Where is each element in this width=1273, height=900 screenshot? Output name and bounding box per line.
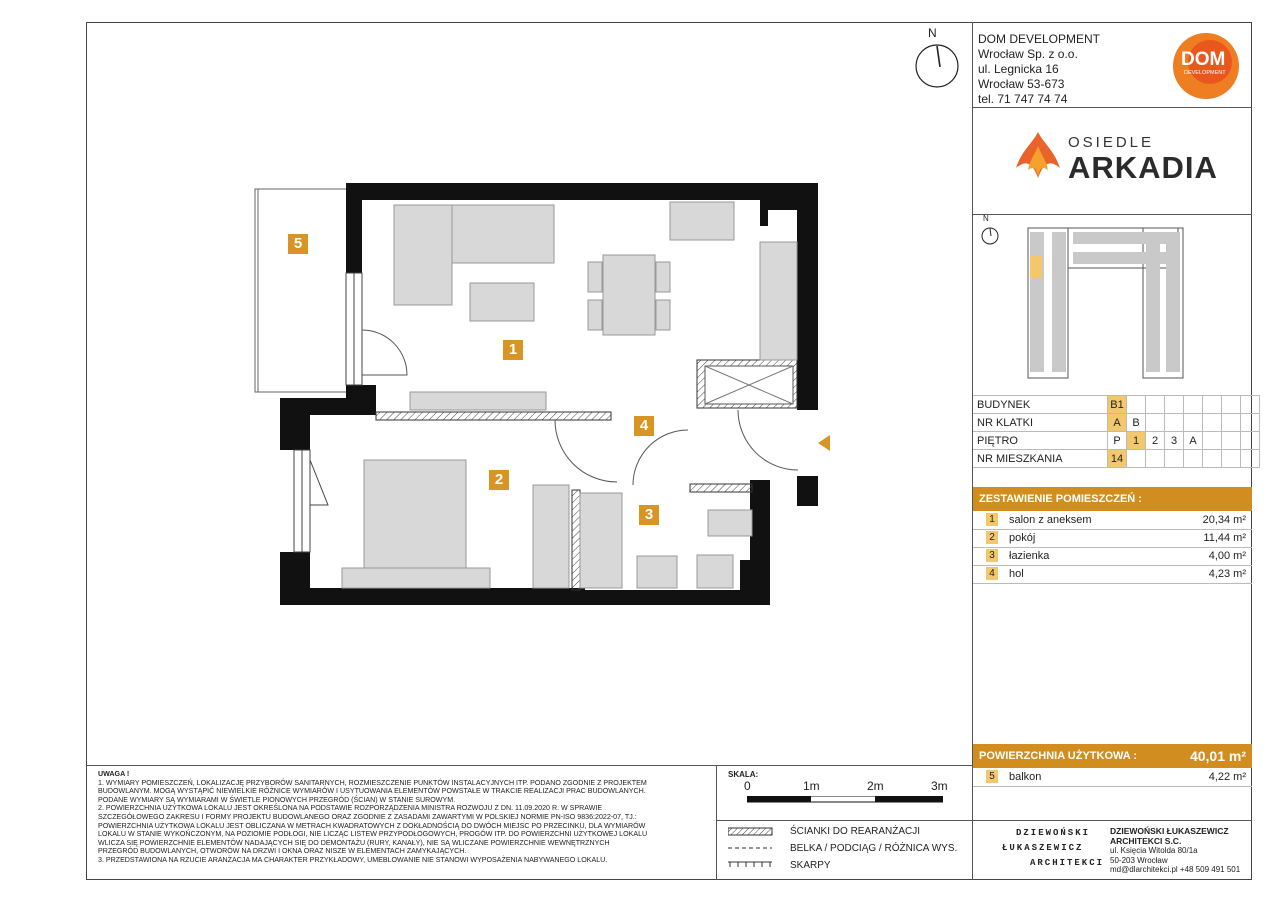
staircase-value: B <box>1127 414 1146 432</box>
staircase-row <box>973 414 1260 432</box>
compass-north-label: N <box>928 26 937 40</box>
legend-item: ŚCIANKI DO REARANŻACJI <box>790 826 921 837</box>
room-num: 3 <box>986 549 998 562</box>
note-line: 2. POWIERZCHNIA UŻYTKOWA LOKALU JEST OKREŚLONA NA PODSTAWIE ROZPORZĄDZENIA MINISTRA ROZWOJU Z DN. 11.09.2020 R. W SPRAWIE <box>98 804 603 813</box>
room-row <box>973 529 1252 548</box>
floor-value: 2 <box>1146 432 1165 450</box>
building-label: BUDYNEK <box>973 396 1108 414</box>
room-num: 1 <box>986 513 998 526</box>
room-name: hol <box>1009 568 1024 580</box>
total-area-label: POWIERZCHNIA UŻYTKOWA : <box>979 750 1138 762</box>
room-tag-2: 2 <box>489 470 509 490</box>
divider <box>972 107 1252 108</box>
company-name: DOM DEVELOPMENT <box>978 32 1101 46</box>
balcony-name: balkon <box>1009 771 1042 783</box>
architect-name: ARCHITEKCI S.C. <box>1110 835 1182 846</box>
legend-item: SKARPY <box>790 860 831 871</box>
arkadia-brand <box>1010 128 1220 188</box>
building-value: B1 <box>1108 396 1127 414</box>
note-line: PODANE WYMIARY SĄ WYMIARAMI W ŚWIETLE PIONOWYCH PRZEGRÓD (ŚCIAN) W STANIE SUROWYM. <box>98 795 456 804</box>
room-tag-3: 3 <box>639 505 659 525</box>
floor-label: PIĘTRO <box>973 432 1108 450</box>
apartment-row <box>973 450 1260 468</box>
scale-bar <box>747 796 943 804</box>
building-row <box>973 396 1260 414</box>
room-tag-1: 1 <box>503 340 523 360</box>
architect-contact: md@dlarchitekci.pl +48 509 491 501 <box>1110 865 1241 874</box>
divider <box>716 820 973 821</box>
scale-tick: 1m <box>803 779 820 793</box>
legend-item: BELKA / PODCIĄG / RÓŻNICA WYS. <box>790 843 958 854</box>
balcony-row <box>973 768 1252 787</box>
apartment-info-table <box>973 395 1260 468</box>
room-tag-4: 4 <box>634 416 654 436</box>
company-phone: tel. 71 747 74 74 <box>978 92 1068 106</box>
balcony-num: 5 <box>986 770 998 783</box>
dom-logo <box>1166 30 1246 102</box>
apartment-value: 14 <box>1108 450 1127 468</box>
divider <box>716 765 717 880</box>
room-name: łazienka <box>1009 550 1050 562</box>
staircase-label: NR KLATKI <box>973 414 1108 432</box>
room-num: 4 <box>986 567 998 580</box>
note-line: 1. WYMIARY POMIESZCZEŃ, LOKALIZACJĘ PRZYBORÓW SANITARNYCH, ROZMIESZCZENIE PUNKTÓW INSTALACYJNYCH ITP. PODANO ZGODNIE Z PROJEKTEM <box>98 778 647 787</box>
notes-title: UWAGA ! <box>98 770 130 778</box>
room-num: 2 <box>986 531 998 544</box>
room-area: 4,23 m² <box>1208 568 1246 580</box>
scale-tick: 0 <box>744 779 751 793</box>
architect-logo <box>1000 826 1105 874</box>
floor-value: P <box>1108 432 1127 450</box>
notes-block <box>98 770 708 865</box>
company-line: Wrocław 53-673 <box>978 77 1065 91</box>
floor-row <box>973 432 1260 450</box>
key-plan-drawing <box>978 214 1250 384</box>
room-row <box>973 565 1252 584</box>
dom-logo-text: DOM <box>1181 49 1226 70</box>
architect-address: 50-203 Wrocław <box>1110 855 1168 865</box>
room-row <box>973 547 1252 566</box>
note-line: LOKALU W STANIE WYKOŃCZONYM, NA POZIOMIE PODŁOGI, NIE LICZĄC LISTEW PRZYPODŁOGOWYCH, PROGÓW ITP. DO POWIERZCHNI UŻYTKOWEJ LOKALU <box>98 830 648 839</box>
note-line: SZCZEGÓŁOWEGO ZAKRESU I FORMY PROJEKTU BUDOWLANEGO ORAZ ZGODNIE Z ZASADAMI ZAWARTYMI W POLSKIEJ NORMIE PN-ISO 9836:2022-07, TJ.: <box>98 812 637 821</box>
architect-info <box>1110 827 1240 875</box>
room-area: 11,44 m² <box>1203 532 1246 544</box>
total-area-value: 40,01 m² <box>1189 748 1246 764</box>
staircase-value: A <box>1108 414 1127 432</box>
room-tag-5: 5 <box>288 234 308 254</box>
arkadia-flame-icon <box>1010 128 1066 186</box>
balcony-area: 4,22 m² <box>1208 771 1246 783</box>
note-line: POWIERZCHNIA UŻYTKOWA LOKALU JEST OBLICZANA W METRACH KWADRATOWYCH Z DOKŁADNOŚCIĄ DO DWÓCH MIEJSC PO PRZECINKU, DLA WYMIARÓW <box>98 821 646 830</box>
floor-value: 3 <box>1165 432 1184 450</box>
company-line: ul. Legnicka 16 <box>978 62 1059 76</box>
scale-tick: 3m <box>931 779 948 793</box>
note-line: BUDOWLANYM. MOGĄ WYSTĄPIĆ NIEWIELKIE RÓŻNICE WYMIARÓW I USYTUOWANIA ELEMENTÓW POWSTAŁE W TRAKCIE REALIZACJI PRAC BUDOWLANYCH. <box>98 787 646 796</box>
note-line: WLICZA SIĘ POWIERZCHNIE ELEMENTÓW NADAJĄCYCH SIĘ DO DEMONTAŻU (RURY, KANAŁY), NIE SĄ WLICZANE POWIERZCHNIE WEWNĘTRZNYCH <box>98 838 610 847</box>
key-plan <box>978 214 1250 384</box>
scale-title: SKALA: <box>728 770 759 779</box>
note-line: 3. PRZEDSTAWIONA NA RZUCIE ARANŻACJA MA CHARAKTER PRZYKŁADOWY, UMEBLOWANIE NIE STANOWI WYPOSAŻENIA NABYWANEGO LOKALU. <box>98 855 608 864</box>
scale-tick: 2m <box>867 779 884 793</box>
room-row <box>973 511 1252 530</box>
arch-logo-line: DZIEWOŃSKI <box>1016 828 1091 838</box>
arch-logo-line: ŁUKASZEWICZ <box>1002 843 1084 853</box>
divider <box>972 820 1252 821</box>
note-line: PRZEGRÓD BUDOWLANYCH, OTWORÓW NA DRZWI I OKNA ORAZ NISZE W ELEMENTACH ZAMYKAJĄCYCH. <box>98 847 467 856</box>
arch-logo-line: ARCHITEKCI <box>1030 858 1105 868</box>
room-name: salon z aneksem <box>1009 514 1092 526</box>
total-area-bar <box>973 744 1252 768</box>
floor-value: A <box>1184 432 1203 450</box>
key-compass-label: N <box>983 214 989 223</box>
company-line: Wrocław Sp. z o.o. <box>978 47 1078 61</box>
dom-logo-sub: DEVELOPMENT <box>1184 70 1226 76</box>
apartment-label: NR MIESZKANIA <box>973 450 1108 468</box>
room-name: pokój <box>1009 532 1036 544</box>
company-info <box>978 32 1100 107</box>
architect-address: ul. Księcia Witolda 80/1a <box>1110 846 1198 855</box>
room-area: 4,00 m² <box>1208 550 1246 562</box>
divider <box>86 765 973 766</box>
brand-top-text: OSIEDLE <box>1068 134 1155 151</box>
floor-value: 1 <box>1127 432 1146 450</box>
legend-icons <box>728 826 774 870</box>
balcony-outline <box>255 189 347 392</box>
rooms-header: ZESTAWIENIE POMIESZCZEŃ : <box>973 487 1252 511</box>
brand-main-text: ARKADIA <box>1068 150 1218 185</box>
architect-name: DZIEWOŃSKI ŁUKASZEWICZ <box>1110 826 1229 836</box>
room-area: 20,34 m² <box>1202 514 1246 526</box>
